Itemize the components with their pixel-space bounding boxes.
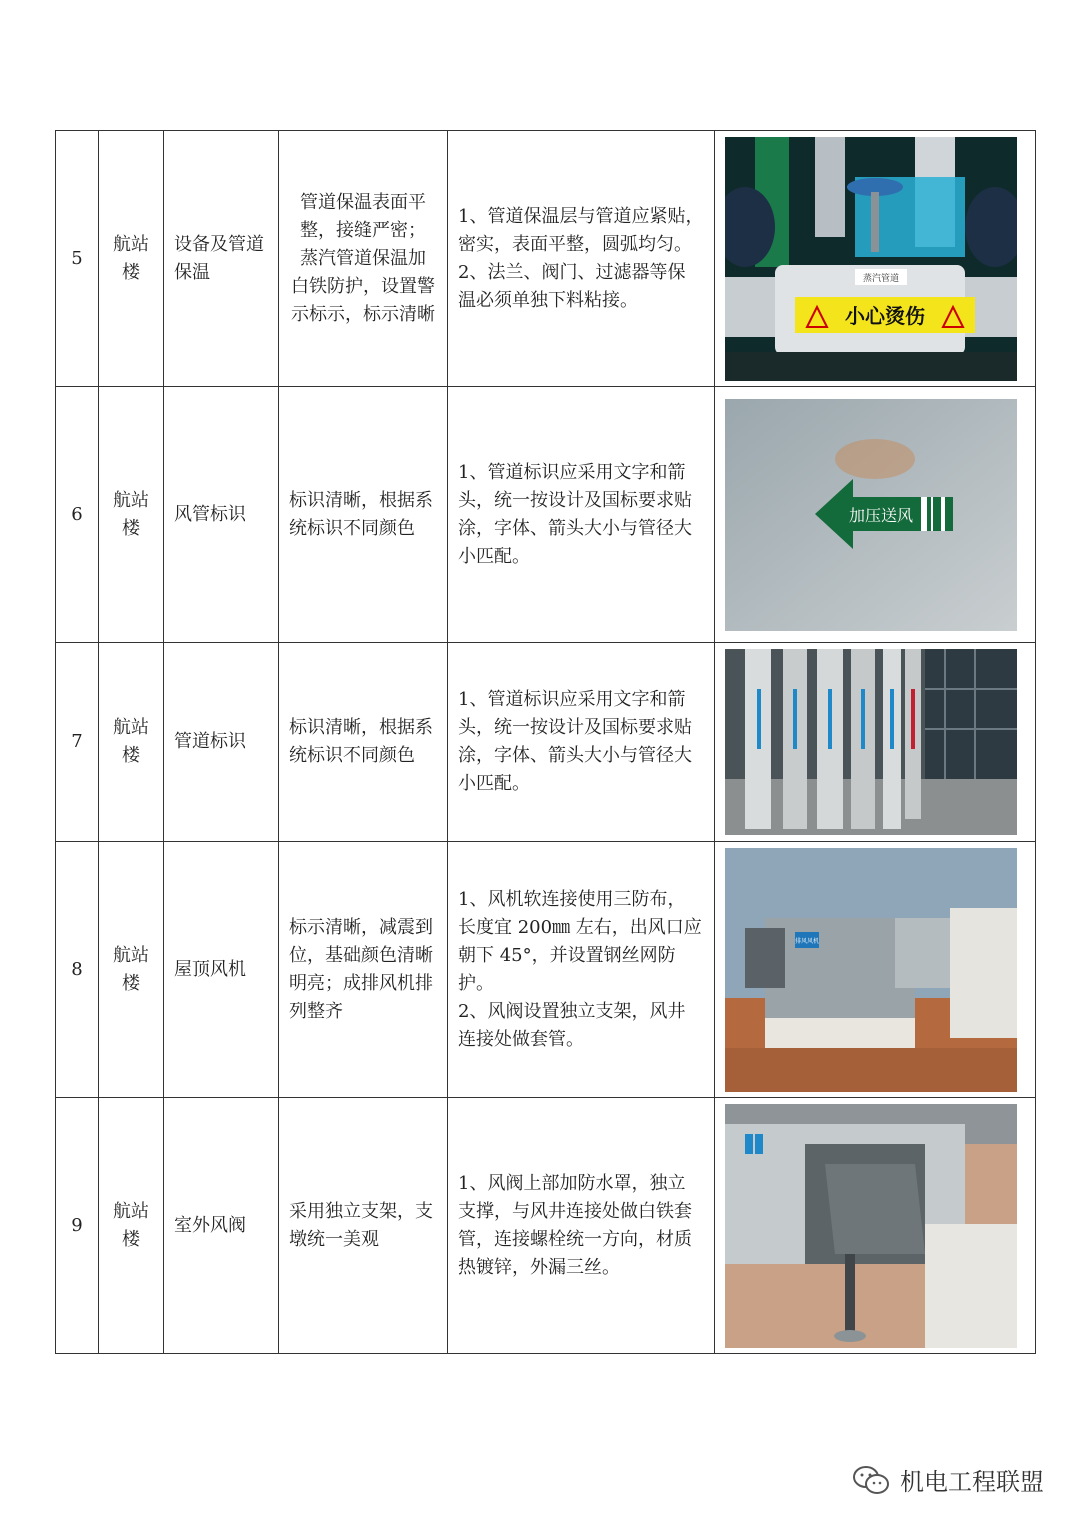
duct-sign-text: 加压送风 (848, 505, 914, 525)
requirement-cell: 1、风阀上部加防水罩，独立 支撑，与风井连接处做白铁套 管，连接螺栓统一方向，材质 热镀锌，外漏三丝。 (448, 1098, 715, 1354)
location-cell: 航站 楼 (99, 131, 164, 387)
row-number: 5 (56, 131, 99, 387)
row-number: 8 (56, 842, 99, 1098)
item-cell: 屋顶风机 (164, 842, 279, 1098)
photo-cell (715, 131, 1036, 387)
item-cell: 管道标识 (164, 643, 279, 842)
warning-sign-text: 小心烫伤 (845, 303, 925, 328)
requirement-cell: 1、管道标识应采用文字和箭 头，统一按设计及国标要求贴 涂，字体、箭头大小与管径大 小匹配。 (448, 643, 715, 842)
item-cell: 设备及管道 保温 (164, 131, 279, 387)
photo-cell (715, 842, 1036, 1098)
location-cell: 航站 楼 (99, 643, 164, 842)
watermark-text: 机电工程联盟 (900, 1468, 1044, 1496)
outdoor-damper-photo (725, 1104, 1017, 1348)
photo-cell (715, 643, 1036, 842)
table-row (56, 842, 1036, 1098)
photo-cell (715, 387, 1036, 643)
standard-cell: 采用独立支架，支 墩统一美观 (279, 1098, 448, 1354)
location-cell: 航站 楼 (99, 842, 164, 1098)
row-number: 7 (56, 643, 99, 842)
pipe-tag-text: 蒸汽管道 (862, 273, 900, 284)
duct-label-photo (725, 399, 1017, 631)
standard-cell: 标识清晰，根据系 统标识不同颜色 (279, 643, 448, 842)
pipe-label-photo (725, 649, 1017, 835)
requirement-cell: 1、管道保温层与管道应紧贴， 密实，表面平整，圆弧均匀。 2、法兰、阀门、过滤器等保 温必须单独下料粘接。 (448, 131, 715, 387)
roof-fan-photo (725, 848, 1017, 1092)
item-cell: 室外风阀 (164, 1098, 279, 1354)
spec-table (55, 130, 1036, 1354)
wechat-icon (852, 1465, 890, 1495)
table-row (56, 131, 1036, 387)
row-number: 9 (56, 1098, 99, 1354)
row-number: 6 (56, 387, 99, 643)
table-row (56, 387, 1036, 643)
watermark (852, 1462, 1044, 1497)
photo-cell (715, 1098, 1036, 1354)
pipe-insulation-photo (725, 137, 1017, 381)
standard-cell: 管道保温表面平 整，接缝严密； 蒸汽管道保温加 白铁防护，设置警 示标示，标示清晰 (279, 131, 448, 387)
table-row (56, 1098, 1036, 1354)
table-row (56, 643, 1036, 842)
item-cell: 风管标识 (164, 387, 279, 643)
requirement-cell: 1、风机软连接使用三防布， 长度宜 200㎜ 左右，出风口应 朝下 45°，并设置钢丝网防 护。 2、风阀设置独立支架，风井 连接处做套管。 (448, 842, 715, 1098)
standard-cell: 标识清晰，根据系 统标识不同颜色 (279, 387, 448, 643)
location-cell: 航站 楼 (99, 1098, 164, 1354)
requirement-cell: 1、管道标识应采用文字和箭 头，统一按设计及国标要求贴 涂，字体、箭头大小与管径大 小匹配。 (448, 387, 715, 643)
standard-cell: 标示清晰，减震到 位，基础颜色清晰 明亮；成排风机排 列整齐 (279, 842, 448, 1098)
fan-tag-text: 排风风机 (794, 937, 820, 945)
location-cell: 航站 楼 (99, 387, 164, 643)
